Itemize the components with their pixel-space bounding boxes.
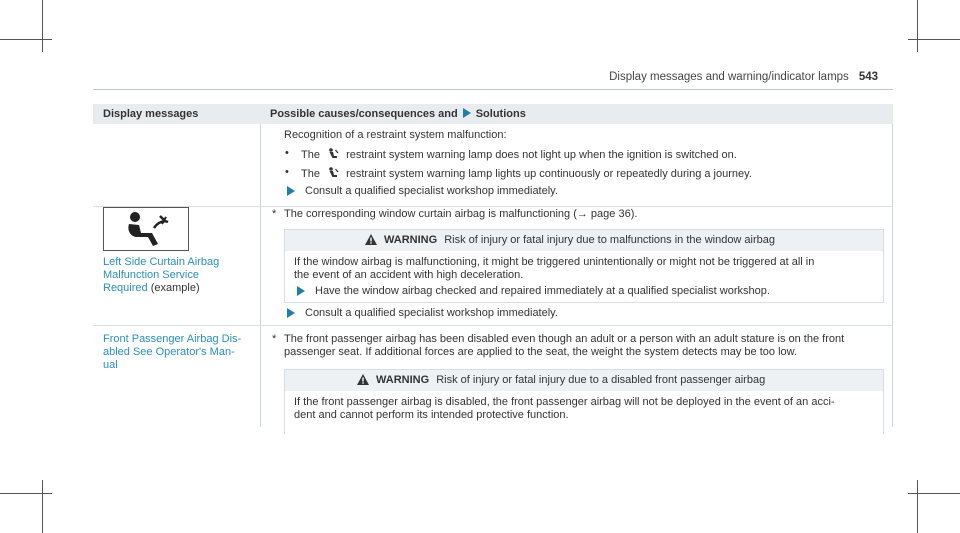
restraint-system-icon — [327, 148, 339, 160]
row3-warning-body2: dent and cannot perform its intended protective function. — [294, 409, 569, 421]
crop-mark — [42, 480, 43, 533]
action-arrow-icon — [297, 286, 305, 296]
row-divider — [93, 206, 893, 207]
row2-message-example: (example) — [150, 282, 200, 294]
warning-text: Risk of injury or fatal injury due to a disabled front passenger airbag — [436, 374, 766, 386]
col-header-display-messages: Display messages — [103, 108, 199, 120]
header-title: Display messages and warning/indicator lamps — [609, 71, 849, 83]
row-divider — [93, 325, 893, 326]
row2-note-star: * — [272, 208, 277, 220]
row2-message-line2: Malfunction Service — [103, 269, 199, 281]
bullet: • — [285, 147, 289, 159]
crop-mark — [908, 493, 960, 494]
crop-mark — [917, 480, 918, 533]
row2-action: Consult a qualified specialist workshop immediately. — [305, 307, 558, 319]
crop-mark — [42, 0, 43, 52]
row2-message-line3 — [103, 282, 200, 295]
row3-warning-heading — [376, 374, 765, 387]
running-header — [609, 71, 878, 83]
bullet: • — [285, 166, 289, 178]
seated-person-airbag-icon — [104, 208, 188, 250]
row1-bullet2 — [301, 167, 752, 181]
column-divider — [260, 124, 261, 427]
row3-message-line3: ual — [103, 359, 118, 371]
col-header-causes-text: Possible causes/consequences and — [270, 108, 458, 120]
warning-triangle-icon — [357, 374, 369, 385]
action-arrow-icon — [287, 308, 295, 318]
row2-message-line1: Left Side Curtain Airbag — [103, 256, 220, 268]
header-rule — [93, 89, 893, 90]
row2-message-required: Required — [103, 282, 148, 294]
col-header-causes — [270, 108, 526, 120]
row2-warning-body2: the event of an accident with high deceleration. — [294, 269, 524, 281]
action-arrow-icon — [287, 186, 295, 196]
restraint-system-icon — [327, 167, 339, 179]
row2-note — [284, 208, 637, 221]
bullet1-text-b: restraint system warning lamp does not light up when the ignition is switched on. — [346, 149, 737, 161]
row3-note-star: * — [272, 333, 277, 345]
airbag-display-frame — [103, 207, 189, 251]
crop-mark — [0, 493, 52, 494]
row3-note-line1: The front passenger airbag has been disabled even though an adult or a person with an adult stature is on the front — [284, 333, 845, 345]
row1-bullet1 — [301, 148, 737, 162]
crop-mark — [0, 39, 52, 40]
row2-warning-body1: If the window airbag is malfunctioning, it might be triggered unintentionally or might not be triggered at all in — [294, 256, 815, 268]
warning-triangle-icon — [365, 234, 377, 245]
bullet2-text-b: restraint system warning lamp lights up continuously or repeatedly during a journey. — [346, 168, 752, 180]
row1-action: Consult a qualified specialist workshop immediately. — [305, 185, 558, 197]
action-arrow-icon — [463, 108, 471, 118]
crop-mark — [908, 39, 960, 40]
warning-label: WARNING — [384, 234, 438, 246]
crop-mark — [917, 0, 918, 52]
row3-message-line2: abled See Operator's Man- — [103, 346, 235, 358]
table-right-border — [892, 124, 893, 427]
row1-intro: Recognition of a restraint system malfunction: — [284, 129, 507, 141]
row2-warning-action: Have the window airbag checked and repaired immediately at a qualified specialist workshop. — [315, 285, 770, 297]
page-reference-link[interactable]: → page 36). — [576, 208, 638, 220]
row3-message-line1: Front Passenger Airbag Dis- — [103, 333, 242, 345]
row2-note-text: The corresponding window curtain airbag is malfunctioning ( — [284, 208, 577, 220]
row3-note-line2: passenger seat. If additional forces are applied to the seat, the weight the system detects may be too low. — [284, 346, 798, 358]
bullet2-text-a: The — [301, 168, 320, 180]
warning-text: Risk of injury or fatal injury due to malfunctions in the window airbag — [444, 234, 776, 246]
bullet1-text-a: The — [301, 149, 320, 161]
warning-label: WARNING — [376, 374, 430, 386]
row3-warning-body1: If the front passenger airbag is disabled, the front passenger airbag will not be deployed in the event of an acci- — [294, 396, 835, 408]
page-number: 543 — [858, 71, 878, 83]
row2-warning-heading — [384, 234, 775, 247]
col-header-solutions-text: Solutions — [475, 108, 526, 120]
